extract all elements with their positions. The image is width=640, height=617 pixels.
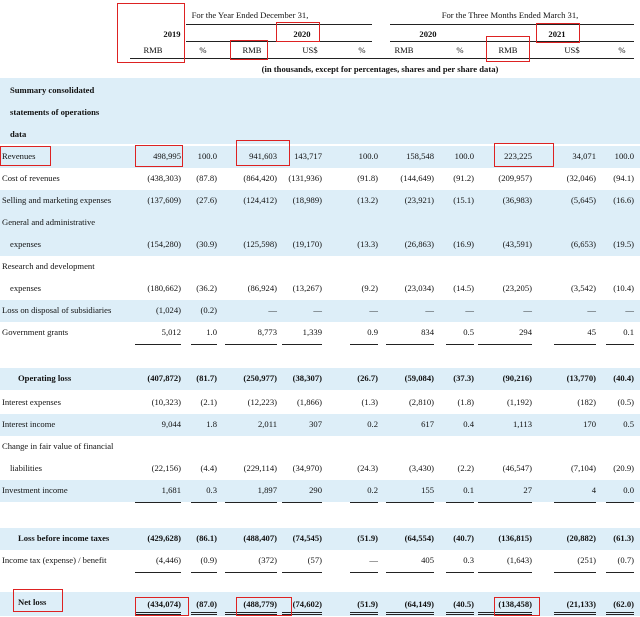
table-cell: 1,113 [512,419,532,429]
table-cell: (13.2) [357,195,378,205]
subtotal-rule [606,572,634,573]
table-cell: 5,012 [161,327,181,337]
row-label: Interest income [2,419,56,429]
table-cell: (488,407) [243,533,277,543]
table-cell: (1,643) [506,555,532,565]
table-cell: (40.5) [453,599,474,609]
table-cell: (36.2) [196,283,217,293]
table-cell: — [625,305,634,315]
subtotal-rule [135,572,181,573]
table-cell: 0.1 [463,485,474,495]
table-cell: (86.1) [196,533,217,543]
subtotal-rule [446,572,474,573]
table-cell: 2,011 [257,419,277,429]
table-cell: (6,653) [570,239,596,249]
highlight-net-loss-2021q [494,597,540,616]
year-2020-annual: 2020 [293,29,311,39]
table-cell: (40.7) [453,533,474,543]
highlight-net-loss-label [13,589,63,612]
subtotal-rule [135,502,181,503]
table-cell: (64,149) [404,599,434,609]
table-cell: (86,924) [247,283,277,293]
table-cell: 1,681 [161,485,181,495]
table-cell: (136,815) [498,533,532,543]
table-cell: (488,779) [243,599,277,609]
table-cell: (1.8) [457,397,474,407]
period-quarter-heading: For the Three Months Ended March 31, [441,10,579,20]
year-2021-quarter: 2021 [548,29,566,39]
table-cell: 834 [421,327,434,337]
table-cell: (51.9) [357,533,378,543]
table-cell: (38,307) [292,373,322,383]
table-cell: (23,034) [404,283,434,293]
unit-header: % [618,45,626,55]
table-cell: (3,542) [570,283,596,293]
table-cell: — [523,305,532,315]
table-cell: 0.3 [463,555,474,565]
subtotal-rule [282,344,322,345]
table-cell: (87.0) [196,599,217,609]
row-label: expenses [10,283,42,293]
table-cell: 0.2 [367,485,378,495]
subtotal-rule [225,502,277,503]
subtotal-rule [350,344,378,345]
table-cell: 0.5 [463,327,474,337]
table-cell: 1,897 [257,485,277,495]
row-label: Cost of revenues [2,173,60,183]
table-cell: (407,872) [147,373,181,383]
header-rule-quarter [390,24,634,25]
highlight-year-2020 [276,22,320,42]
table-cell: (13.3) [357,239,378,249]
table-cell: (74,602) [292,599,322,609]
table-cell: (23,205) [502,283,532,293]
period-year-heading: For the Year Ended December 31, [191,10,309,20]
table-cell: 1.0 [206,327,217,337]
table-cell: 290 [309,485,322,495]
table-cell: 9,044 [161,419,181,429]
row-label: Change in fair value of financial [2,441,114,451]
highlight-net-loss-2020 [236,597,292,616]
total-double-rule [554,612,596,615]
unit-header: % [358,45,366,55]
table-cell: 0.2 [367,419,378,429]
unit-header: US$ [564,45,580,55]
total-double-rule [606,612,634,615]
highlight-revenues-label [0,146,51,166]
table-cell: 100.0 [358,151,378,161]
table-cell: (43,591) [502,239,532,249]
row-label: Investment income [2,485,68,495]
table-cell: (154,280) [147,239,181,249]
table-cell: (372) [258,555,277,565]
table-cell: (74,545) [292,533,322,543]
table-cell: — [587,305,596,315]
table-cell: (3,430) [408,463,434,473]
unit-header: % [199,45,207,55]
table-cell: (14.5) [453,283,474,293]
table-cell: (37.3) [453,373,474,383]
total-double-rule [386,612,434,615]
table-cell: 405 [421,555,434,565]
table-cell: — [369,555,378,565]
row-label: Revenues [2,151,36,161]
table-cell: 0.9 [367,327,378,337]
table-cell: — [268,305,277,315]
subtotal-rule [446,502,474,503]
table-cell: (26.7) [357,373,378,383]
table-cell: 617 [421,419,434,429]
table-cell: (13,770) [566,373,596,383]
table-cell: 0.0 [623,485,634,495]
table-cell: 100.0 [614,151,634,161]
year-2019: 2019 [163,29,181,39]
table-cell: (90,216) [502,373,532,383]
unit-header: RMB [394,45,414,55]
subtotal-rule [446,344,474,345]
highlight-rmb-2021q [486,36,530,62]
subtotal-rule [191,502,217,503]
table-cell: 0.4 [463,419,474,429]
table-cell: (34,970) [292,463,322,473]
section-title-line: data [10,129,27,139]
highlight-net-loss-2019 [135,597,189,616]
unit-header: US$ [302,45,318,55]
subtotal-rule [606,344,634,345]
subtotal-rule [478,344,532,345]
table-cell: (429,628) [147,533,181,543]
table-cell: (30.9) [196,239,217,249]
table-cell: (24.3) [357,463,378,473]
table-cell: — [425,305,434,315]
table-cell: (434,074) [147,599,181,609]
table-cell: (57) [307,555,322,565]
row-label: Net loss [18,597,47,607]
table-cell: (10,323) [151,397,181,407]
table-cell: (180,662) [147,283,181,293]
table-cell: (131,936) [288,173,322,183]
highlight-rmb-2020 [230,40,268,60]
table-cell: (0.9) [200,555,217,565]
highlight-revenues-2019 [135,145,183,167]
table-cell: (91.2) [453,173,474,183]
row-label: Income tax (expense) / benefit [2,555,107,565]
year-2020-quarter: 2020 [419,29,437,39]
table-cell: (20,882) [566,533,596,543]
table-cell: (438,303) [147,173,181,183]
subtotal-rule [282,572,322,573]
table-cell: — [465,305,474,315]
highlight-year-2021 [536,23,580,43]
table-cell: (2.1) [200,397,217,407]
table-cell: 294 [519,327,532,337]
subtotal-rule [386,502,434,503]
unit-header: RMB [498,45,518,55]
table-cell: 0.1 [623,327,634,337]
subtotal-rule [191,344,217,345]
table-cell: 100.0 [197,151,217,161]
table-cell: (13,267) [292,283,322,293]
table-cell: (36,983) [502,195,532,205]
table-cell: (144,649) [400,173,434,183]
table-cell: (16.6) [613,195,634,205]
table-cell: (19,170) [292,239,322,249]
table-cell: 1,339 [302,327,322,337]
table-cell: (0.7) [617,555,634,565]
table-cell: (7,104) [570,463,596,473]
table-cell: 155 [421,485,434,495]
table-cell: (21,133) [566,599,596,609]
table-cell: (27.6) [196,195,217,205]
table-cell: (2,810) [408,397,434,407]
table-cell: 100.0 [454,151,474,161]
table-cell: 0.5 [623,419,634,429]
table-cell: (22,156) [151,463,181,473]
subtotal-rule [225,344,277,345]
table-cell: (2.2) [457,463,474,473]
table-cell: (18,989) [292,195,322,205]
subtotal-rule [478,572,532,573]
table-cell: 1.8 [206,419,217,429]
table-cell: (209,957) [498,173,532,183]
highlight-year-2019 [117,3,185,63]
units-note: (in thousands, except for percentages, shares and per share data) [261,64,499,74]
table-cell: (250,977) [243,373,277,383]
table-cell: 45 [587,327,596,337]
subtotal-rule [282,502,322,503]
table-cell: 8,773 [257,327,277,337]
table-cell: (16.9) [453,239,474,249]
table-cell: (4,446) [155,555,181,565]
table-cell: (1.3) [361,397,378,407]
subtotal-rule [554,344,596,345]
table-cell: (182) [577,397,596,407]
subtotal-rule [350,572,378,573]
row-label: Research and development [2,261,95,271]
table-cell: (137,609) [147,195,181,205]
section-title-line: statements of operations [10,107,100,117]
table-cell: (0.2) [200,305,217,315]
row-label: General and administrative [2,217,96,227]
table-cell: 223,225 [504,151,532,161]
table-cell: (91.8) [357,173,378,183]
total-double-rule [446,612,474,615]
table-cell: (12,223) [247,397,277,407]
table-cell: (51.9) [357,599,378,609]
total-double-rule [191,612,217,615]
row-label: Interest expenses [2,397,61,407]
table-cell: (62.0) [613,599,634,609]
subtotal-rule [606,502,634,503]
subtotal-rule [135,344,181,345]
unit-header: RMB [143,45,163,55]
subtotal-rule [225,572,277,573]
subtotal-rule [386,344,434,345]
table-cell: — [369,305,378,315]
row-label: Selling and marketing expenses [2,195,112,205]
table-cell: (9.2) [361,283,378,293]
table-cell: (864,420) [243,173,277,183]
table-cell: (23,921) [404,195,434,205]
table-cell: (1,192) [506,397,532,407]
table-cell: 143,717 [294,151,322,161]
row-label: Government grants [2,327,69,337]
row-label: liabilities [10,463,42,473]
table-cell: (94.1) [613,173,634,183]
table-cell: (10.4) [613,283,634,293]
table-cell: — [313,305,322,315]
table-cell: (20.9) [613,463,634,473]
table-cell: 34,071 [572,151,596,161]
table-cell: (46,547) [502,463,532,473]
table-cell: (64,554) [404,533,434,543]
table-cell: (26,863) [404,239,434,249]
row-label: Loss on disposal of subsidiaries [2,305,112,315]
table-cell: (81.7) [196,373,217,383]
table-cell: (32,046) [566,173,596,183]
table-cell: 4 [591,485,596,495]
table-cell: (1,866) [296,397,322,407]
table-cell: 170 [583,419,596,429]
unit-rule [130,58,634,59]
table-cell: (125,598) [243,239,277,249]
table-cell: (138,458) [498,599,532,609]
table-cell: (124,412) [243,195,277,205]
row-band [0,212,640,256]
table-cell: 307 [309,419,322,429]
table-cell: (87.8) [196,173,217,183]
row-label: Operating loss [18,373,72,383]
table-cell: 158,548 [406,151,434,161]
unit-header: % [456,45,464,55]
table-cell: (19.5) [613,239,634,249]
table-cell: 498,995 [153,151,181,161]
table-cell: (40.4) [613,373,634,383]
subtotal-rule [191,572,217,573]
table-cell: (15.1) [453,195,474,205]
table-cell: 0.3 [206,485,217,495]
subtotal-rule [350,502,378,503]
table-cell: (1,024) [155,305,181,315]
table-cell: (4.4) [200,463,217,473]
table-cell: (59,084) [404,373,434,383]
subtotal-rule [478,502,532,503]
subtotal-rule [554,502,596,503]
highlight-revenues-2021q [494,143,554,167]
table-cell: (229,114) [243,463,277,473]
section-title-line: Summary consolidated [10,85,95,95]
subtotal-rule [554,572,596,573]
table-cell: (5,645) [570,195,596,205]
unit-header: RMB [242,45,262,55]
highlight-revenues-2020 [236,140,290,166]
table-cell: (61.3) [613,533,634,543]
table-cell: (251) [577,555,596,565]
row-label: expenses [10,239,42,249]
subtotal-rule [386,572,434,573]
table-cell: 27 [523,485,532,495]
total-double-rule [350,612,378,615]
table-cell: 941,603 [249,151,277,161]
table-cell: (0.5) [617,397,634,407]
row-label: Loss before income taxes [18,533,110,543]
